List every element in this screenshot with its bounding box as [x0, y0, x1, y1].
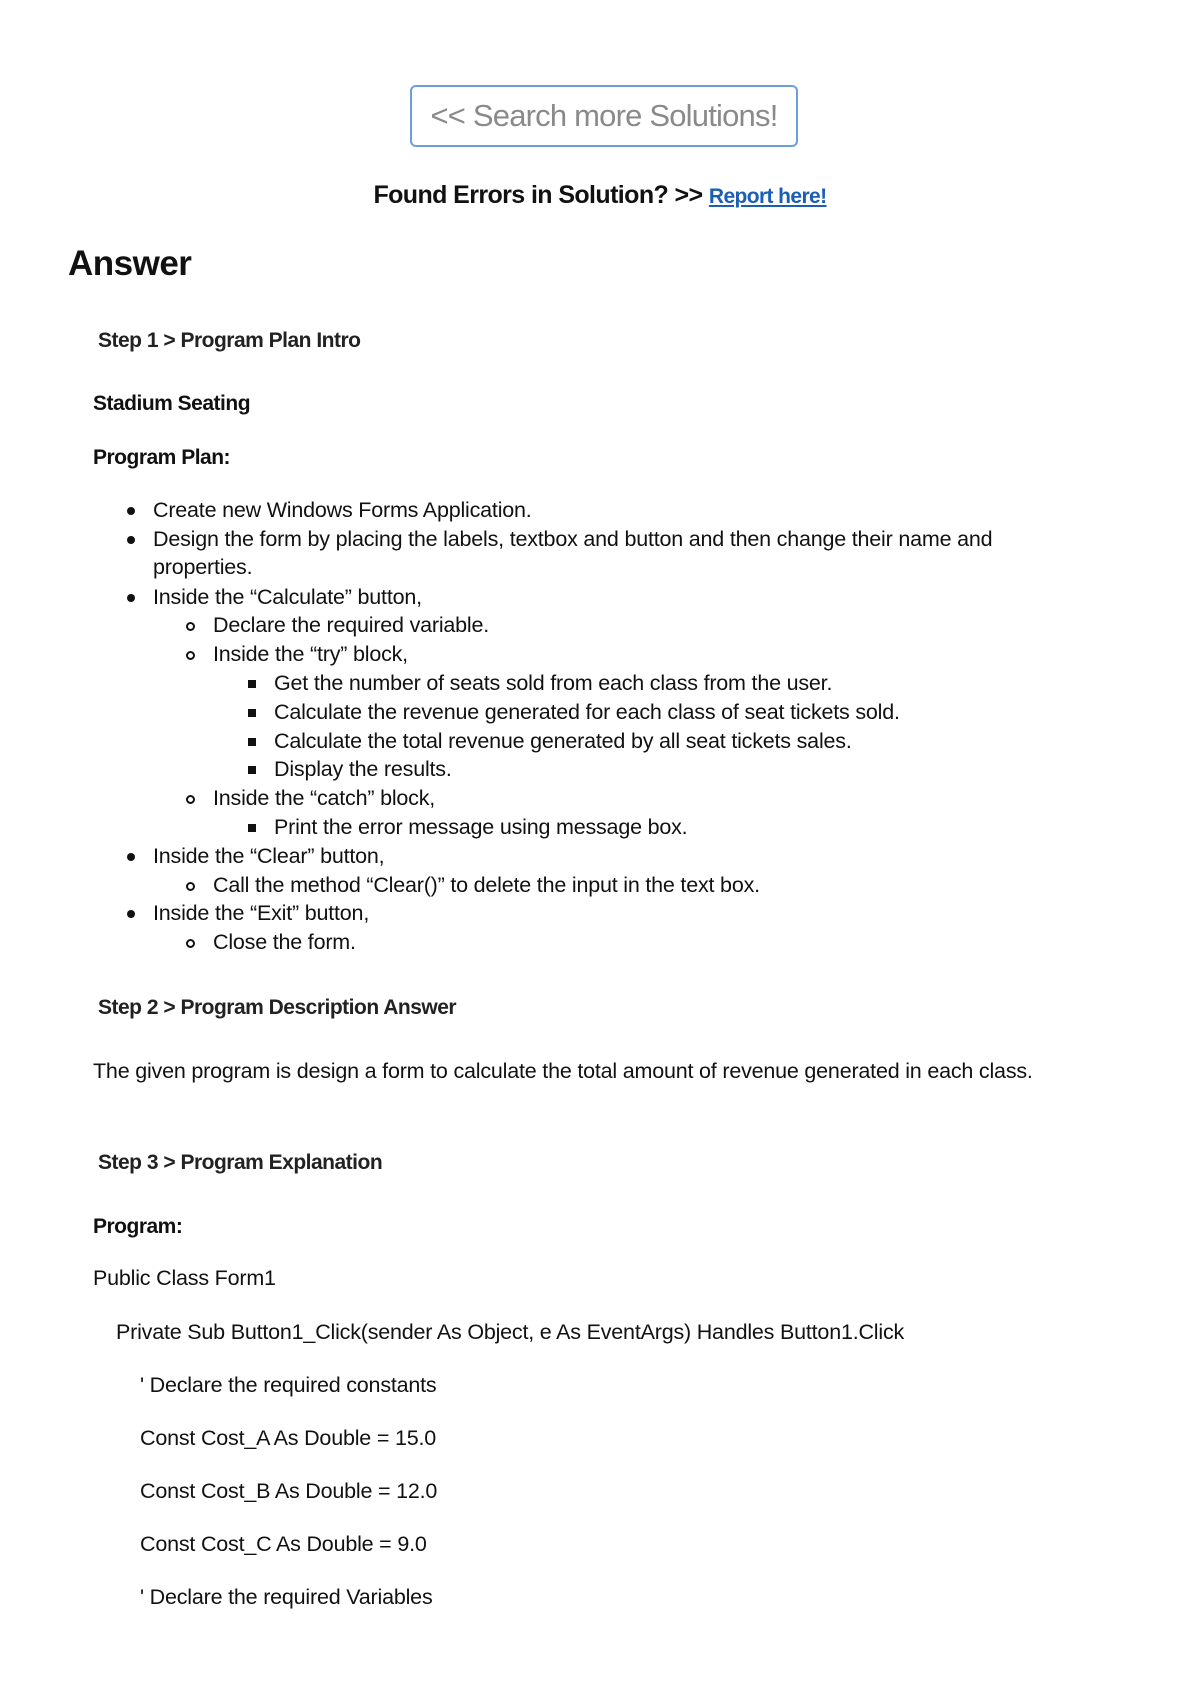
list-item: Calculate the revenue generated for each class of seat tickets sold.: [274, 700, 900, 724]
bullet-square-icon: [248, 824, 256, 832]
list-item: Inside the “try” block,: [213, 642, 408, 666]
bullet-circle-icon: [186, 622, 195, 631]
bullet-disc-icon: [127, 853, 135, 861]
bullet-circle-icon: [186, 882, 195, 891]
report-here-link[interactable]: Report here!: [708, 185, 827, 208]
code-line: ' Declare the required Variables: [140, 1585, 433, 1609]
bullet-disc-icon: [127, 507, 135, 515]
list-item: Create new Windows Forms Application.: [153, 498, 532, 522]
answer-heading: Answer: [68, 244, 192, 283]
step1-heading: Step 1 > Program Plan Intro: [98, 329, 361, 352]
step3-heading: Step 3 > Program Explanation: [98, 1151, 383, 1174]
bullet-square-icon: [248, 738, 256, 746]
list-item: Close the form.: [213, 930, 356, 954]
code-line: Private Sub Button1_Click(sender As Object, e As EventArgs) Handles Button1.Click: [116, 1320, 905, 1344]
code-line: Const Cost_C As Double = 9.0: [140, 1532, 427, 1556]
found-errors-line: [0, 181, 1200, 210]
step1-title: Stadium Seating: [93, 392, 251, 415]
list-item: Print the error message using message box.: [274, 815, 688, 839]
bullet-disc-icon: [127, 910, 135, 918]
program-label: Program:: [93, 1215, 183, 1238]
list-item: Calculate the total revenue generated by all seat tickets sales.: [274, 729, 852, 753]
step2-heading: Step 2 > Program Description Answer: [98, 996, 457, 1019]
list-item: Inside the “catch” block,: [213, 786, 436, 810]
bullet-circle-icon: [186, 939, 195, 948]
list-item: Display the results.: [274, 757, 452, 781]
step2-description: The given program is design a form to calculate the total amount of revenue generated in each class.: [93, 1059, 1033, 1083]
list-item: Get the number of seats sold from each class from the user.: [274, 671, 833, 695]
bullet-square-icon: [248, 680, 256, 688]
code-line: Const Cost_B As Double = 12.0: [140, 1479, 438, 1503]
code-line: Const Cost_A As Double = 15.0: [140, 1426, 436, 1450]
list-item: Inside the “Exit” button,: [153, 901, 370, 925]
code-line: ' Declare the required constants: [140, 1373, 437, 1397]
program-plan-label: Program Plan:: [93, 446, 231, 469]
list-item: Inside the “Clear” button,: [153, 844, 385, 868]
search-more-solutions-button[interactable]: << Search more Solutions!: [410, 85, 798, 147]
bullet-disc-icon: [127, 594, 135, 602]
bullet-disc-icon: [127, 536, 135, 544]
found-errors-text: Found Errors in Solution? >>: [373, 181, 703, 209]
list-item: Inside the “Calculate” button,: [153, 585, 422, 609]
code-line: Public Class Form1: [93, 1266, 276, 1290]
list-item: Design the form by placing the labels, textbox and button and then change their name and: [153, 527, 993, 551]
bullet-square-icon: [248, 766, 256, 774]
bullet-square-icon: [248, 709, 256, 717]
list-item: properties.: [153, 555, 253, 579]
bullet-circle-icon: [186, 651, 195, 660]
bullet-circle-icon: [186, 795, 195, 804]
list-item: Declare the required variable.: [213, 613, 490, 637]
list-item: Call the method “Clear()” to delete the input in the text box.: [213, 873, 760, 897]
